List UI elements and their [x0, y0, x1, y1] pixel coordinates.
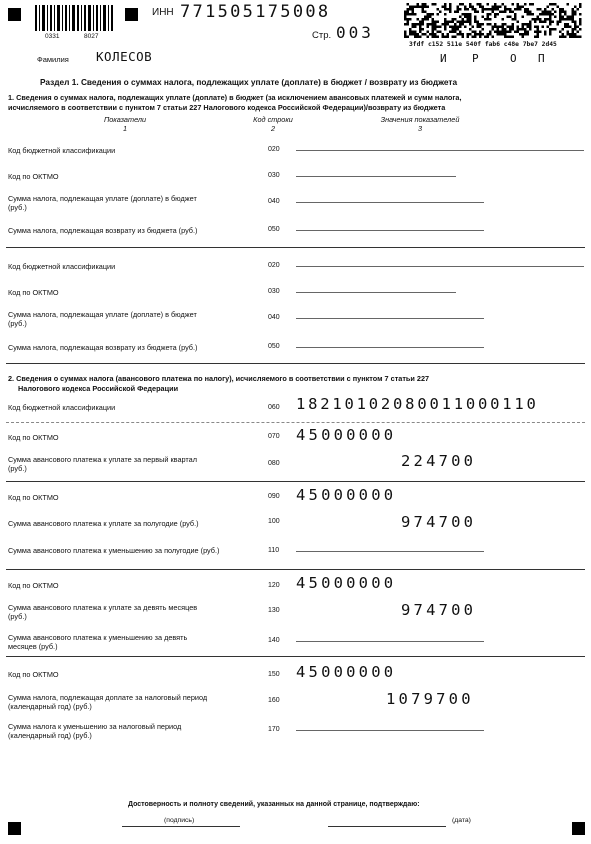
barcode-number-right: 8027 — [84, 33, 99, 40]
row-oktmo-code-090: 090 — [268, 493, 280, 500]
row-oktmo-label-090: Код по ОКТМО — [8, 493, 59, 502]
row-year-dec-field[interactable] — [296, 730, 484, 731]
row-m9-dec-label-line2: месяцев (руб.) — [8, 642, 58, 651]
part1-title-line1: 1. Сведения о суммах налога, подлежащих уплате (доплате) в бюджет (за исключением авансовых платежей и сумм налога, — [8, 93, 462, 102]
row-kbk-label-060: Код бюджетной классификации — [8, 403, 116, 412]
row-m9-dec-label-line1: Сумма авансового платежа к уменьшению за девять — [8, 633, 188, 642]
row-pay-field-2[interactable] — [296, 318, 484, 319]
row-oktmo-value-090[interactable]: 45000000 — [296, 486, 397, 504]
divider — [6, 247, 585, 248]
col-header-indicators — [90, 115, 160, 133]
row-oktmo-label-150: Код по ОКТМО — [8, 670, 59, 679]
row-kbk-label: Код бюджетной классификации — [8, 146, 116, 155]
row-pay-label-line2: (руб.) — [8, 203, 27, 212]
row-oktmo-code-120: 120 — [268, 582, 280, 589]
row-year-pay-label — [8, 693, 207, 711]
row-oktmo-label-120: Код по ОКТМО — [8, 581, 59, 590]
row-m9-pay-code: 130 — [268, 607, 280, 614]
row-m9-dec-code: 140 — [268, 637, 280, 644]
divider — [6, 569, 585, 570]
row-m9-dec-label — [8, 633, 187, 651]
row-pay-code-2: 040 — [268, 314, 280, 321]
row-m9-dec-field[interactable] — [296, 641, 484, 642]
surname-label: Фамилия — [37, 55, 69, 64]
row-h1-pay-value[interactable]: 974700 — [401, 513, 477, 531]
corner-marker-bottom-right — [572, 822, 585, 835]
divider — [6, 422, 585, 423]
row-m9-pay-value[interactable]: 974700 — [401, 601, 477, 619]
part1-title-line2: исчисляемого в соответствии с пунктом 7 статьи 227 Налогового кодекса Российской Федерации)/возврату из бюджета — [8, 103, 446, 112]
signature-label: (подпись) — [164, 817, 195, 824]
divider — [6, 656, 585, 657]
row-h1-pay-label: Сумма авансового платежа к уплате за полугодие (руб.) — [8, 519, 199, 528]
row-oktmo-code-2: 030 — [268, 288, 280, 295]
row-year-pay-label-line1: Сумма налога, подлежащая доплате за налоговый период — [8, 693, 208, 702]
row-q1-sum-value[interactable]: 224700 — [401, 452, 477, 470]
page-number: 003 — [336, 23, 374, 42]
qr-code-icon — [404, 3, 582, 38]
inn-value: 771505175008 — [180, 2, 331, 22]
divider — [6, 363, 585, 364]
row-refund-field-2[interactable] — [296, 347, 484, 348]
initial-2: Р — [472, 52, 479, 65]
row-kbk-code-060: 060 — [268, 404, 280, 411]
date-label: (дата) — [452, 817, 471, 824]
row-m9-pay-label-line2: (руб.) — [8, 612, 27, 621]
row-pay-label-line1: Сумма налога, подлежащая уплате (доплате) в бюджет — [8, 194, 197, 203]
barcode-number-left: 0331 — [45, 33, 60, 40]
row-oktmo-field-2[interactable] — [296, 292, 456, 293]
part2-title-line1: 2. Сведения о суммах налога (авансового платежа по налогу), исчисляемого в соответствии с пунктом 7 статьи 227 — [8, 374, 430, 383]
row-kbk-field[interactable] — [296, 150, 584, 151]
row-year-dec-label-line2: (календарный год) (руб.) — [8, 731, 92, 740]
row-h1-pay-code: 100 — [268, 518, 280, 525]
row-h1-dec-code: 110 — [268, 547, 280, 554]
row-q1-sum-label-line2: (руб.) — [8, 464, 27, 473]
row-pay-label-2-line1: Сумма налога, подлежащая уплате (доплате) в бюджет — [8, 310, 197, 319]
row-refund-field[interactable] — [296, 230, 484, 231]
col-header-line-code — [238, 115, 308, 133]
date-field[interactable] — [328, 826, 446, 827]
row-oktmo-label-2: Код по ОКТМО — [8, 288, 59, 297]
row-oktmo-value-070[interactable]: 45000000 — [296, 426, 397, 444]
row-q1-sum-label-line1: Сумма авансового платежа к уплате за первый квартал — [8, 455, 197, 464]
page-label: Стр. — [312, 30, 332, 41]
corner-marker-top-left — [8, 8, 21, 21]
row-kbk-label-2: Код бюджетной классификации — [8, 262, 116, 271]
row-oktmo-value-120[interactable]: 45000000 — [296, 574, 397, 592]
row-oktmo-value-150[interactable]: 45000000 — [296, 663, 397, 681]
row-year-dec-label — [8, 722, 181, 740]
row-oktmo-code-070: 070 — [268, 433, 280, 440]
inn-label: ИНН — [152, 7, 174, 18]
initial-4: П — [538, 52, 545, 65]
row-oktmo-field[interactable] — [296, 176, 456, 177]
row-pay-label — [8, 194, 197, 212]
row-year-pay-code: 160 — [268, 697, 280, 704]
section-title: Раздел 1. Сведения о суммах налога, подлежащих уплате (доплате) в бюджет / возврату из бюджета — [40, 77, 458, 87]
signature-field[interactable] — [122, 826, 240, 827]
part2-title-line2: Налогового кодекса Российской Федерации — [18, 384, 179, 393]
row-kbk-field-2[interactable] — [296, 266, 584, 267]
row-oktmo-code-150: 150 — [268, 671, 280, 678]
initial-1: И — [440, 52, 447, 65]
corner-marker-bottom-left — [8, 822, 21, 835]
row-h1-dec-label: Сумма авансового платежа к уменьшению за полугодие (руб.) — [8, 546, 220, 555]
row-m9-pay-label — [8, 603, 197, 621]
row-year-pay-label-line2: (календарный год) (руб.) — [8, 702, 92, 711]
surname-value: КОЛЕСОВ — [96, 49, 153, 64]
row-year-dec-label-line1: Сумма налога к уменьшению за налоговый период — [8, 722, 182, 731]
row-oktmo-code: 030 — [268, 172, 280, 179]
row-q1-sum-label — [8, 455, 197, 473]
row-refund-label-2: Сумма налога, подлежащая возврату из бюджета (руб.) — [8, 343, 198, 352]
row-q1-sum-code: 080 — [268, 460, 280, 467]
col-header-indicators-num: 1 — [122, 124, 128, 133]
row-oktmo-label-070: Код по ОКТМО — [8, 433, 59, 442]
divider — [6, 481, 585, 482]
row-year-dec-code: 170 — [268, 726, 280, 733]
row-refund-code-2: 050 — [268, 343, 280, 350]
col-header-line-code-num: 2 — [270, 124, 276, 133]
corner-marker-top-mid — [125, 8, 138, 21]
row-kbk-value-060[interactable]: 18210102080011000110 — [296, 395, 539, 413]
row-m9-pay-label-line1: Сумма авансового платежа к уплате за девять месяцев — [8, 603, 198, 612]
initial-3: О — [510, 52, 517, 65]
col-header-values — [360, 115, 480, 133]
row-pay-field[interactable] — [296, 202, 484, 203]
row-kbk-code-2: 020 — [268, 262, 280, 269]
col-header-values-num: 3 — [417, 124, 423, 133]
barcode-icon — [35, 5, 113, 31]
row-pay-label-2 — [8, 310, 197, 328]
qr-code-text: 3fdf c152 511e 540f fab6 c48e 7be7 2d45 — [409, 41, 557, 48]
col-header-values-label: Значения показателей — [380, 115, 460, 124]
col-header-indicators-label: Показатели — [103, 115, 147, 124]
row-refund-code: 050 — [268, 226, 280, 233]
row-pay-code: 040 — [268, 198, 280, 205]
row-year-pay-value[interactable]: 1079700 — [386, 690, 474, 708]
row-h1-dec-field[interactable] — [296, 551, 484, 552]
col-header-line-code-label: Код строки — [253, 115, 293, 124]
row-pay-label-2-line2: (руб.) — [8, 319, 27, 328]
confirm-text: Достоверность и полноту сведений, указанных на данной странице, подтверждаю: — [128, 801, 420, 808]
row-kbk-code: 020 — [268, 146, 280, 153]
row-refund-label: Сумма налога, подлежащая возврату из бюджета (руб.) — [8, 226, 198, 235]
row-oktmo-label: Код по ОКТМО — [8, 172, 59, 181]
